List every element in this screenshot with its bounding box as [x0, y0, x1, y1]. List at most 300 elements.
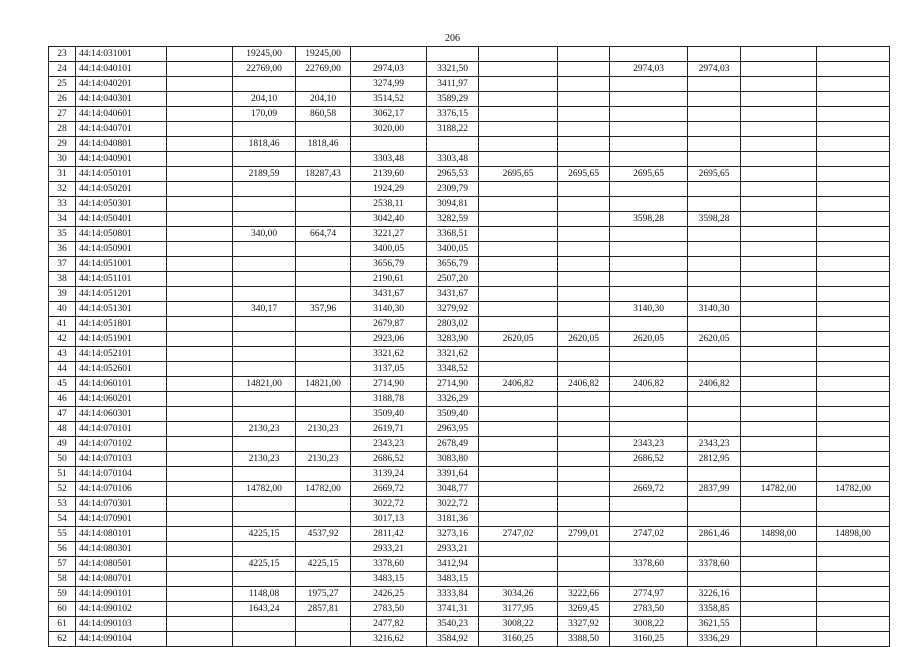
value-cell [741, 287, 817, 302]
cadastral-code-cell: 44:14:060101 [76, 377, 167, 392]
value-cell: 2620,05 [610, 332, 688, 347]
value-cell: 2923,06 [351, 332, 427, 347]
value-cell [233, 632, 296, 647]
value-cell [741, 422, 817, 437]
value-cell [233, 572, 296, 587]
value-cell: 3378,60 [688, 557, 741, 572]
value-cell [610, 257, 688, 272]
row-number-cell: 57 [49, 557, 76, 572]
row-number-cell: 33 [49, 197, 76, 212]
table-row [49, 182, 890, 197]
cadastral-code-cell: 44:14:031001 [76, 47, 167, 62]
table-row [49, 497, 890, 512]
value-cell [817, 632, 890, 647]
value-cell: 2406,82 [558, 377, 610, 392]
row-number-cell: 56 [49, 542, 76, 557]
value-cell: 3083,80 [427, 452, 479, 467]
value-cell [479, 212, 558, 227]
table-row [49, 437, 890, 452]
value-cell [479, 422, 558, 437]
cadastral-code-cell: 44:14:050101 [76, 167, 167, 182]
value-cell [741, 197, 817, 212]
value-cell [610, 407, 688, 422]
value-cell [610, 317, 688, 332]
value-cell [479, 287, 558, 302]
value-cell [558, 572, 610, 587]
value-cell [479, 92, 558, 107]
cadastral-code-cell: 44:14:070103 [76, 452, 167, 467]
value-cell: 2406,82 [479, 377, 558, 392]
value-cell: 2130,23 [233, 422, 296, 437]
value-cell [817, 497, 890, 512]
value-cell [558, 347, 610, 362]
value-cell [741, 317, 817, 332]
table-row [49, 362, 890, 377]
value-cell [167, 152, 233, 167]
cadastral-code-cell: 44:14:040301 [76, 92, 167, 107]
value-cell [688, 197, 741, 212]
value-cell [817, 62, 890, 77]
value-cell: 3368,51 [427, 227, 479, 242]
value-cell: 2747,02 [479, 527, 558, 542]
value-cell [741, 557, 817, 572]
value-cell [741, 392, 817, 407]
value-cell [817, 257, 890, 272]
value-cell [817, 332, 890, 347]
value-cell [817, 107, 890, 122]
value-cell: 2477,82 [351, 617, 427, 632]
row-number-cell: 38 [49, 272, 76, 287]
row-number-cell: 47 [49, 407, 76, 422]
value-cell: 3022,72 [351, 497, 427, 512]
value-cell [741, 497, 817, 512]
row-number-cell: 28 [49, 122, 76, 137]
value-cell [688, 347, 741, 362]
value-cell [817, 422, 890, 437]
value-cell [479, 47, 558, 62]
value-cell: 14782,00 [233, 482, 296, 497]
value-cell: 2619,71 [351, 422, 427, 437]
value-cell: 2343,23 [688, 437, 741, 452]
value-cell [479, 362, 558, 377]
value-cell [167, 272, 233, 287]
value-cell [167, 197, 233, 212]
table-row [49, 92, 890, 107]
value-cell [741, 242, 817, 257]
value-cell: 2695,65 [610, 167, 688, 182]
value-cell: 3188,22 [427, 122, 479, 137]
value-cell: 3336,29 [688, 632, 741, 647]
cadastral-code-cell: 44:14:050301 [76, 197, 167, 212]
value-cell [558, 242, 610, 257]
value-cell [479, 137, 558, 152]
value-cell [167, 212, 233, 227]
value-cell [296, 122, 351, 137]
table-row [49, 302, 890, 317]
value-cell [233, 362, 296, 377]
value-cell [688, 497, 741, 512]
value-cell [558, 407, 610, 422]
value-cell [741, 272, 817, 287]
value-cell [479, 452, 558, 467]
value-cell [817, 272, 890, 287]
value-cell [233, 152, 296, 167]
value-cell [610, 242, 688, 257]
cadastral-code-cell: 44:14:050401 [76, 212, 167, 227]
cadastral-code-cell: 44:14:040201 [76, 77, 167, 92]
value-cell [610, 497, 688, 512]
value-cell [296, 512, 351, 527]
cadastral-code-cell: 44:14:070102 [76, 437, 167, 452]
value-cell [479, 482, 558, 497]
value-cell [741, 617, 817, 632]
value-cell [741, 62, 817, 77]
value-cell [817, 377, 890, 392]
value-cell [610, 287, 688, 302]
table-row [49, 152, 890, 167]
cadastral-code-cell: 44:14:050901 [76, 242, 167, 257]
value-cell [741, 257, 817, 272]
value-cell [167, 572, 233, 587]
value-cell: 3589,29 [427, 92, 479, 107]
table-row [49, 407, 890, 422]
value-cell [688, 542, 741, 557]
value-cell [558, 92, 610, 107]
value-cell: 2837,99 [688, 482, 741, 497]
value-cell [167, 377, 233, 392]
value-cell [296, 497, 351, 512]
value-cell [479, 227, 558, 242]
value-cell [688, 392, 741, 407]
value-cell [296, 572, 351, 587]
value-cell [558, 482, 610, 497]
table-row [49, 107, 890, 122]
table-row [49, 632, 890, 647]
value-cell [688, 227, 741, 242]
value-cell [558, 422, 610, 437]
value-cell [817, 77, 890, 92]
value-cell [296, 632, 351, 647]
value-cell [296, 257, 351, 272]
row-number-cell: 58 [49, 572, 76, 587]
value-cell [610, 272, 688, 287]
value-cell: 3412,94 [427, 557, 479, 572]
value-cell [167, 137, 233, 152]
value-cell [817, 557, 890, 572]
value-cell: 3303,48 [351, 152, 427, 167]
value-cell: 2695,65 [479, 167, 558, 182]
cadastral-code-cell: 44:14:050201 [76, 182, 167, 197]
value-cell [817, 362, 890, 377]
value-cell: 3321,62 [351, 347, 427, 362]
value-cell [817, 467, 890, 482]
cadastral-code-cell: 44:14:051101 [76, 272, 167, 287]
value-cell [296, 467, 351, 482]
value-cell [817, 587, 890, 602]
cadastral-code-cell: 44:14:070104 [76, 467, 167, 482]
value-cell [817, 287, 890, 302]
value-cell [817, 227, 890, 242]
value-cell [558, 497, 610, 512]
value-cell: 2686,52 [351, 452, 427, 467]
value-cell [233, 407, 296, 422]
value-cell [479, 512, 558, 527]
value-cell: 2811,42 [351, 527, 427, 542]
value-cell: 3283,90 [427, 332, 479, 347]
cadastral-code-cell: 44:14:090101 [76, 587, 167, 602]
table-row [49, 452, 890, 467]
value-cell: 3188,78 [351, 392, 427, 407]
table-row [49, 332, 890, 347]
value-cell [558, 212, 610, 227]
value-cell [741, 182, 817, 197]
value-cell [558, 302, 610, 317]
value-cell [817, 302, 890, 317]
value-cell [817, 47, 890, 62]
value-cell [167, 527, 233, 542]
value-cell: 3326,29 [427, 392, 479, 407]
value-cell: 2679,87 [351, 317, 427, 332]
cadastral-code-cell: 44:14:040101 [76, 62, 167, 77]
row-number-cell: 52 [49, 482, 76, 497]
value-cell: 2695,65 [558, 167, 610, 182]
value-cell: 3034,26 [479, 587, 558, 602]
value-cell [558, 257, 610, 272]
value-cell: 14782,00 [296, 482, 351, 497]
value-cell [558, 287, 610, 302]
value-cell [558, 122, 610, 137]
value-cell: 2190,61 [351, 272, 427, 287]
value-cell [479, 557, 558, 572]
value-cell [817, 152, 890, 167]
table-row [49, 197, 890, 212]
table-row [49, 347, 890, 362]
value-cell: 2343,23 [610, 437, 688, 452]
value-cell [167, 452, 233, 467]
value-cell [167, 587, 233, 602]
value-cell: 3656,79 [427, 257, 479, 272]
value-cell [688, 272, 741, 287]
value-cell [479, 392, 558, 407]
value-cell [167, 632, 233, 647]
table-row [49, 137, 890, 152]
value-cell [558, 137, 610, 152]
value-cell: 664,74 [296, 227, 351, 242]
value-cell [741, 437, 817, 452]
value-cell [351, 47, 427, 62]
value-cell [167, 62, 233, 77]
row-number-cell: 48 [49, 422, 76, 437]
value-cell: 1924,29 [351, 182, 427, 197]
value-cell [688, 137, 741, 152]
table-row [49, 542, 890, 557]
value-cell [688, 422, 741, 437]
cadastral-code-cell: 44:14:080501 [76, 557, 167, 572]
value-cell [296, 317, 351, 332]
row-number-cell: 32 [49, 182, 76, 197]
row-number-cell: 24 [49, 62, 76, 77]
table-row [49, 467, 890, 482]
value-cell [688, 257, 741, 272]
value-cell: 3140,30 [351, 302, 427, 317]
value-cell: 3279,92 [427, 302, 479, 317]
value-cell [479, 407, 558, 422]
value-cell [167, 47, 233, 62]
value-cell: 3321,62 [427, 347, 479, 362]
value-cell: 3222,66 [558, 587, 610, 602]
value-cell: 3431,67 [351, 287, 427, 302]
value-cell: 3042,40 [351, 212, 427, 227]
value-cell: 3216,62 [351, 632, 427, 647]
value-cell [167, 287, 233, 302]
value-cell [233, 272, 296, 287]
value-cell: 204,10 [233, 92, 296, 107]
value-cell [233, 122, 296, 137]
value-cell [167, 542, 233, 557]
value-cell [479, 122, 558, 137]
value-cell [233, 332, 296, 347]
cadastral-code-cell: 44:14:090104 [76, 632, 167, 647]
value-cell [233, 287, 296, 302]
row-number-cell: 59 [49, 587, 76, 602]
value-cell: 2507,20 [427, 272, 479, 287]
value-cell [741, 542, 817, 557]
value-cell: 2714,90 [427, 377, 479, 392]
value-cell [558, 467, 610, 482]
value-cell [479, 467, 558, 482]
cadastral-code-cell: 44:14:080101 [76, 527, 167, 542]
row-number-cell: 23 [49, 47, 76, 62]
value-cell [558, 542, 610, 557]
value-cell: 2426,25 [351, 587, 427, 602]
value-cell [167, 317, 233, 332]
value-cell: 3378,60 [351, 557, 427, 572]
value-cell: 3411,97 [427, 77, 479, 92]
value-cell: 14821,00 [296, 377, 351, 392]
value-cell: 4537,92 [296, 527, 351, 542]
value-cell [741, 512, 817, 527]
cadastral-code-cell: 44:14:090102 [76, 602, 167, 617]
value-cell [610, 542, 688, 557]
row-number-cell: 44 [49, 362, 76, 377]
row-number-cell: 29 [49, 137, 76, 152]
value-cell [167, 362, 233, 377]
value-cell [167, 482, 233, 497]
cadastral-code-cell: 44:14:040601 [76, 107, 167, 122]
value-cell [167, 302, 233, 317]
value-cell: 3303,48 [427, 152, 479, 167]
value-cell: 860,58 [296, 107, 351, 122]
value-cell [610, 422, 688, 437]
value-cell [741, 452, 817, 467]
value-cell [558, 47, 610, 62]
value-cell [688, 122, 741, 137]
value-cell: 3139,24 [351, 467, 427, 482]
value-cell: 2974,03 [688, 62, 741, 77]
row-number-cell: 54 [49, 512, 76, 527]
value-cell: 3400,05 [427, 242, 479, 257]
value-cell [610, 152, 688, 167]
value-cell: 2803,02 [427, 317, 479, 332]
value-cell [741, 407, 817, 422]
value-cell [558, 437, 610, 452]
value-cell [688, 47, 741, 62]
row-number-cell: 46 [49, 392, 76, 407]
value-cell [610, 392, 688, 407]
value-cell [296, 437, 351, 452]
value-cell: 340,17 [233, 302, 296, 317]
table-body [49, 47, 890, 647]
value-cell: 3333,84 [427, 587, 479, 602]
table-row [49, 527, 890, 542]
value-cell: 3327,92 [558, 617, 610, 632]
value-cell [741, 302, 817, 317]
value-cell [610, 197, 688, 212]
value-cell: 2620,05 [688, 332, 741, 347]
value-cell [479, 77, 558, 92]
value-cell: 2861,46 [688, 527, 741, 542]
value-cell [817, 242, 890, 257]
value-cell [167, 332, 233, 347]
value-cell [296, 617, 351, 632]
value-cell [688, 572, 741, 587]
value-cell: 2189,59 [233, 167, 296, 182]
value-cell [233, 257, 296, 272]
row-number-cell: 39 [49, 287, 76, 302]
value-cell: 2799,01 [558, 527, 610, 542]
value-cell [167, 602, 233, 617]
value-cell [741, 332, 817, 347]
value-cell [296, 182, 351, 197]
value-cell [817, 392, 890, 407]
value-cell [688, 467, 741, 482]
value-cell [558, 197, 610, 212]
value-cell: 3348,52 [427, 362, 479, 377]
value-cell [167, 557, 233, 572]
value-cell: 1975,27 [296, 587, 351, 602]
value-cell [296, 332, 351, 347]
row-number-cell: 36 [49, 242, 76, 257]
value-cell: 1148,08 [233, 587, 296, 602]
value-cell [479, 572, 558, 587]
table-row [49, 617, 890, 632]
cadastral-code-cell: 44:14:070901 [76, 512, 167, 527]
value-cell [296, 212, 351, 227]
cadastral-code-cell: 44:14:080301 [76, 542, 167, 557]
value-cell: 2974,03 [610, 62, 688, 77]
value-cell: 3483,15 [427, 572, 479, 587]
value-cell: 2965,53 [427, 167, 479, 182]
table-row [49, 557, 890, 572]
row-number-cell: 51 [49, 467, 76, 482]
value-cell [610, 92, 688, 107]
value-cell: 3388,50 [558, 632, 610, 647]
value-cell: 1818,46 [296, 137, 351, 152]
table-row [49, 572, 890, 587]
value-cell: 3008,22 [610, 617, 688, 632]
value-cell: 19245,00 [296, 47, 351, 62]
row-number-cell: 35 [49, 227, 76, 242]
value-cell [296, 77, 351, 92]
value-cell [233, 77, 296, 92]
value-cell: 3621,55 [688, 617, 741, 632]
value-cell [741, 587, 817, 602]
value-cell [688, 182, 741, 197]
value-cell [167, 167, 233, 182]
value-cell: 3022,72 [427, 497, 479, 512]
value-cell: 2857,81 [296, 602, 351, 617]
value-cell [479, 317, 558, 332]
